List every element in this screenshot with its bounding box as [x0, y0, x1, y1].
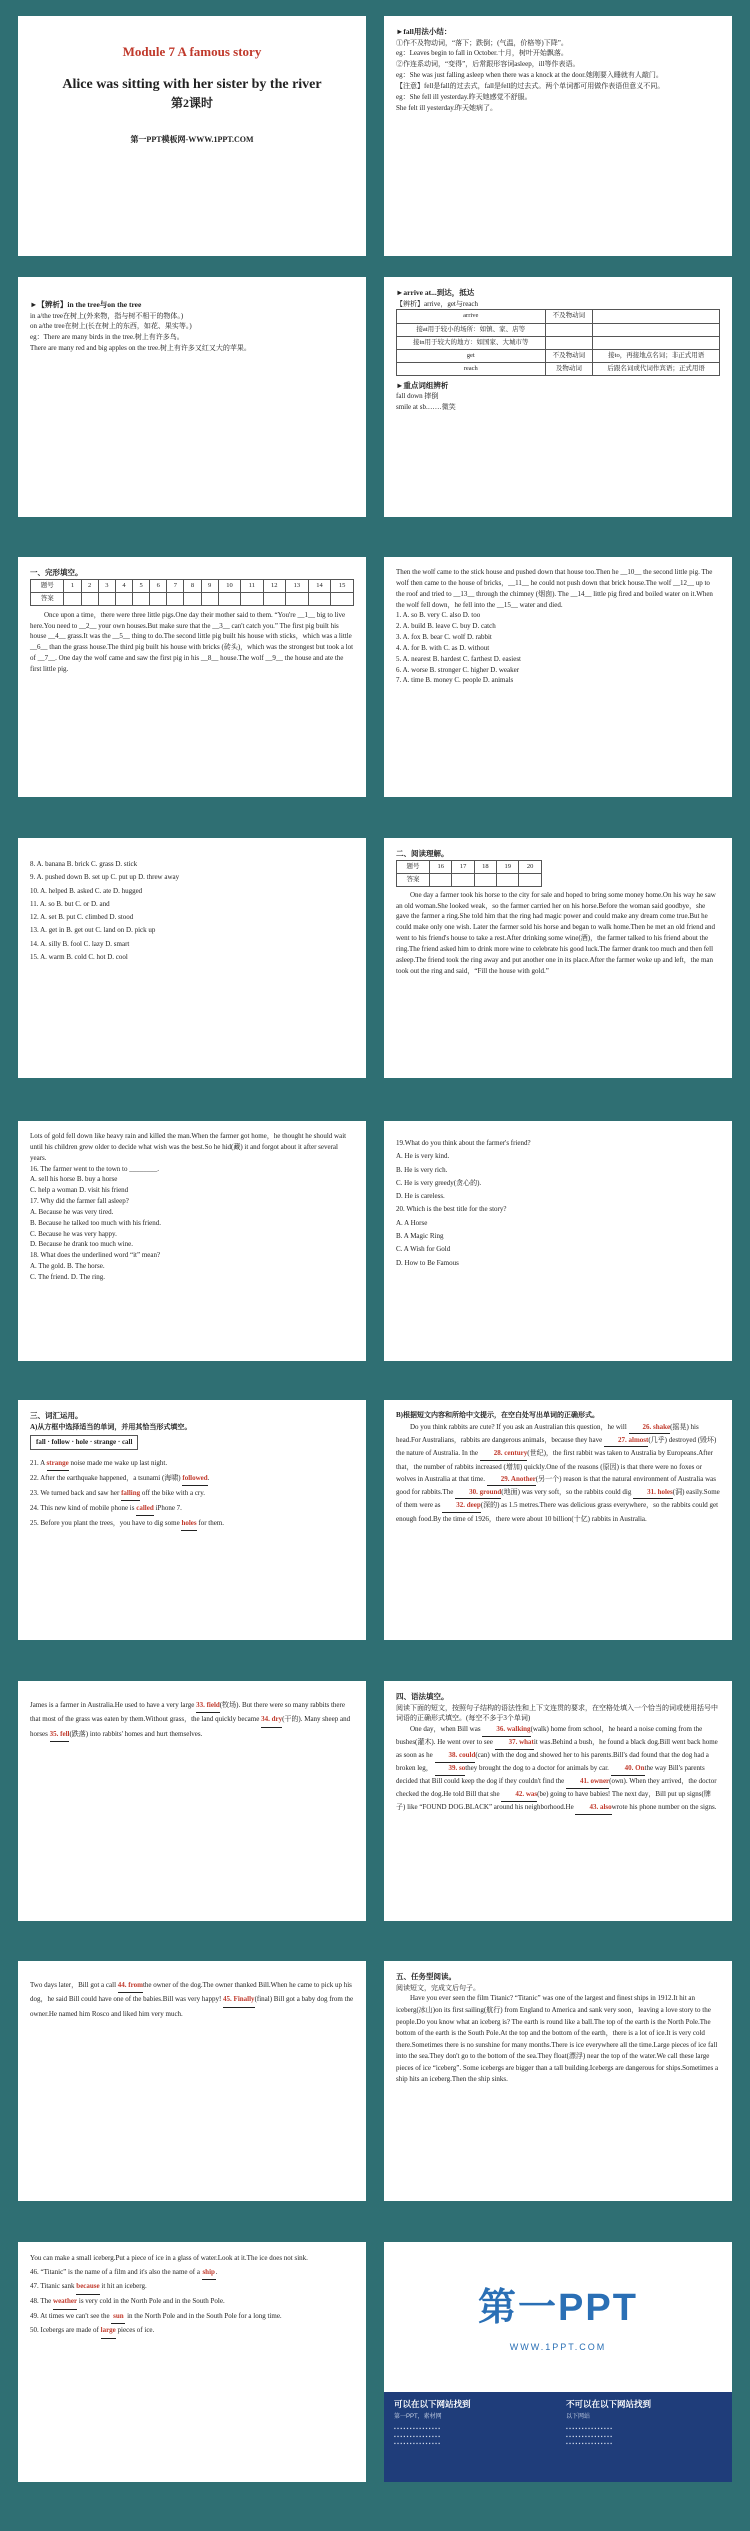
- answer-table: 题号 16 17 18 19 20 答案: [396, 860, 542, 887]
- slide-reading-1: [384, 838, 732, 1078]
- option: 3. A. fox B. bear C. wolf D. rabbit: [396, 633, 492, 642]
- option: C. A Wish for Gold: [396, 1245, 451, 1254]
- line: There are many red and big apples on the tree.树上有许多又红又大的苹果。: [30, 344, 251, 353]
- line: eg：She was just falling asleep when there was a knock at the door.她刚要入睡就有人敲门。: [396, 71, 663, 80]
- passage: You can make a small iceberg.Put a piece of ice in a glass of water.Look at it.The ice does not sink.: [30, 2254, 308, 2262]
- slide-task-questions: [18, 2242, 366, 2482]
- logo-text: 第一PPT: [478, 2286, 638, 2329]
- slide-in-on-tree: [18, 277, 366, 517]
- slide-cloze-1: [18, 557, 366, 797]
- question: 24. This new kind of mobile phone is called iPhone 7.: [30, 1501, 354, 1516]
- slide-task-reading: [384, 1961, 732, 2201]
- logo-url: WWW.1PPT.COM: [509, 2342, 607, 2353]
- slide-reading-2: [18, 1121, 366, 1361]
- question: 18. What does the underlined word “it” mean?: [30, 1251, 161, 1260]
- line: in a/the tree在树上(外来物，指与树不相干的物体。): [30, 311, 184, 320]
- phrase-head: ►重点词组辨析: [396, 380, 449, 390]
- option: D. He is careless.: [396, 1192, 445, 1201]
- option: 6. A. worse B. stronger C. higher D. weaker: [396, 665, 520, 674]
- option: D. How to Be Famous: [396, 1258, 459, 1267]
- passage: Have you ever seen the film Titanic? “Titanic” was one of the largest and finest ships in 1912.It hit an iceberg(冰山)on its first sailing(航行) from England to America and sank very soon，leaving a love story to the people.Do you know what an iceberg is? The earth is round like a ball.The top of the earth is the North Pole.The bottom of the earth is the South Pole.At the top and the bottom of the earth，there is a lot of ice.It is very cold there.Sometimes there is no sunshine for many months.There is ice everywhere all the time.Large pieces of ice fall into the sea.They don't go to the bottom of the sea.They float(漂浮) near the top of the water.We call these large pieces of ice “iceberg”. Some icebergs are bigger than a tall building.Icebergs are dangerous for ships.Sometimes a ship hits an iceberg.Then the ship sinks.: [396, 1994, 719, 2084]
- option: 14. A. silly B. fool C. lazy D. smart: [30, 939, 130, 948]
- option: A. Because he was very tired.: [30, 1207, 114, 1216]
- question: 47. Titanic sank because it hit an iceberg.: [30, 2280, 354, 2295]
- option: C. He is very greedy(贪心的).: [396, 1178, 482, 1187]
- question: 50. Icebergs are made of large pieces of ice.: [30, 2324, 354, 2339]
- option: 12. A. set B. put C. climbed D. stood: [30, 913, 134, 922]
- line: ①作不及物动词，“落下；跌倒；(气温，价格等)下降”。: [396, 38, 568, 47]
- question: 16. The farmer went to the town to ________.: [30, 1164, 159, 1173]
- word-box: fall · follow · hole · strange · call: [30, 1435, 138, 1450]
- option: 4. A. for B. with C. as D. without: [396, 643, 490, 652]
- line: eg：Leaves begin to fall in October.十月，树叶开始飘落。: [396, 49, 568, 58]
- option: B. A Magic Ring: [396, 1232, 444, 1241]
- subhead: A)从方框中选择适当的单词，并用其恰当形式填空。: [30, 1422, 192, 1431]
- right-heading: 不可以在以下网站找到: [566, 2399, 652, 2409]
- module-title: Module 7 A famous story: [122, 44, 262, 59]
- instructions: 阅读短文，完成文后句子。: [396, 1983, 480, 1992]
- section-head: 四、语法填空。: [396, 1692, 449, 1701]
- passage: Do you think rabbits are cute? If you ask an Australian this question，he will 26. shake(摇晃) his head.For Australians，rabbits are dangerous animals，because they have 27. almost(几乎) destroyed (毁坏) the nature of Australia. In the 28. century(世纪)，the first rabbit was taken to Australia by Europeans.After that，the number of rabbits increased (增加) quickly.One of the reasons (原因) is that there were no foxes or wolves in Australia at that time. 29. Another(另一个) reason is that the natural environment of Australia was good for rabbits.The 30. ground(地面) was very soft，so the rabbits could dig 31. holes(洞) easily.Some of them were as 32. deep(深的) as 1.5 metres.There was delicious grass everywhere，so the rabbits could get enough food.By the time of 1926，there were about 10 billion(十亿) rabbits in Australia.: [396, 1422, 720, 1523]
- slide-cover: [18, 16, 366, 256]
- line: eg：There are many birds in the tree.树上有许多鸟。: [30, 333, 184, 342]
- section-head: 一、完形填空。: [30, 568, 83, 577]
- slide-ending: [384, 2242, 732, 2482]
- line: ②作连系动词，“变得”，后常跟形容词asleep，ill等作表语。: [396, 60, 580, 69]
- section-head: 五、任务型阅读。: [396, 1972, 456, 1981]
- line: on a/the tree在树上(长在树上的东西，如花、果实等。): [30, 322, 192, 331]
- option: B. Because he talked too much with his friend.: [30, 1218, 162, 1227]
- slide-arrive: [384, 277, 732, 517]
- slide-grammar: [384, 1681, 732, 1921]
- passage: One day a farmer took his horse to the city for sale and hoped to bring some money home.On his way he saw an old woman.She looked weak，so the farmer carried her on his horse.Before the woman said goodbye，she gave the farmer a ring.She told him that the ring had magic power and could make any dream come true.But he could make only one wish. Later the farmer sold his horse and began to walk home.Then he met an old friend and went to his friend's house to take a rest.After drinking some wine(酒)，the farmer talked to his friend about the ring.The friend asked him to drink more wine to celebrate his good luck.The farmer drank too much and then fell asleep.The friend took the ring away and put another one in its place.After the farmer woke up and left，the man took out the ring and said，“Fill the house with gold.”: [396, 890, 716, 975]
- slide-cloze-options: [18, 838, 366, 1078]
- compare-table: arrive 不及物动词 接at用于较小的场所：如镇、家、店等 接in用于较大的地方：如国家、大城市等 get 不及物动词 接to，再接地点名词；非正式用语 reach 及物动词 后跟名词或代词作宾语；正式用语: [396, 309, 720, 375]
- section-head: 三、词汇运用。: [30, 1411, 83, 1420]
- slide-vocab-b-cont: James is a farmer in Australia.He used to have a very large 33. field(牧场). But there were so many rabbits there that most of the grass was eaten by them.Without grass，the land quickly became 34. dry(干的). Many sheep and horses 35. fell(跌落) into rabbits' homes and hurt themselves.: [18, 1681, 366, 1921]
- option: A. He is very kind.: [396, 1152, 450, 1161]
- slide-reading-3: [384, 1121, 732, 1361]
- option: C. The friend. D. The ring.: [30, 1272, 105, 1281]
- site-url: 第一PPT模板网-WWW.1PPT.COM: [130, 134, 254, 144]
- instructions: 阅读下面的短文，按照句子结构的语法性和上下文连贯的要求，在空格处填入一个恰当的词或使用括号中词语的正确形式填空。(每空不多于3个单词): [396, 1703, 718, 1723]
- left-heading: 可以在以下网站找到: [394, 2399, 471, 2409]
- lesson-number: 第2课时: [170, 96, 213, 111]
- option: 9. A. pushed down B. set up C. put up D. threw away: [30, 873, 180, 882]
- line: She felt ill yesterday.昨天她病了。: [396, 103, 498, 112]
- option: C. help a woman D. visit his friend: [30, 1186, 129, 1195]
- option: 11. A. so B. but C. or D. and: [30, 899, 110, 908]
- question: 22. After the earthquake happened，a tsunami (海啸) followed.: [30, 1471, 354, 1486]
- line: 【注意】fell是fall的过去式，fall是fell的过去式。两个单词都可用做作表语但意义不同。: [396, 82, 665, 90]
- question-list: [30, 1456, 354, 1531]
- slide-vocab-b: [384, 1400, 732, 1640]
- right-sub: 以下网站: [566, 2414, 591, 2421]
- option: B. He is very rich.: [396, 1165, 448, 1174]
- option: A. A Horse: [396, 1218, 428, 1227]
- subhead: 【辨析】arrive，get与reach: [396, 299, 479, 308]
- option: 2. A. build B. leave C. buy D. catch: [396, 622, 496, 631]
- question: 17. Why did the farmer fall asleep?: [30, 1197, 129, 1206]
- footer-bar: 可以在以下网站找到 第一PPT，素材网 ▪ ▪ ▪ ▪ ▪ ▪ ▪ ▪ ▪ ▪ ▪ ▪ ▪ ▪ ▪ ▪ ▪ ▪ ▪ ▪ ▪ ▪ ▪ ▪ ▪ ▪ ▪ ▪ ▪ ▪ ▪ ▪ ▪ ▪ ▪ ▪ ▪ ▪ ▪ ▪ ▪ ▪ ▪ ▪ ▪ 不可以在以下网站找到 以下网站 ▪ ▪ ▪ ▪ ▪ ▪ ▪ ▪ ▪ ▪ ▪ ▪ ▪ ▪ ▪ ▪ ▪ ▪ ▪ ▪ ▪ ▪ ▪ ▪ ▪ ▪ ▪ ▪ ▪ ▪ ▪ ▪ ▪ ▪ ▪ ▪ ▪ ▪ ▪ ▪ ▪ ▪ ▪ ▪ ▪: [384, 2392, 732, 2482]
- slide-grammar-cont: Two days later，Bill got a call 44. fromthe owner of the dog.The owner thanked Bill.When he came to pick up his dog，he said Bill could have one of the babies.Bill was very happy! 45. Finally(final) Bill got a baby dog from the owner.He named him Rosco and liked him very much.: [18, 1961, 366, 2201]
- logo: [384, 2242, 732, 2392]
- option: 13. A. get in B. get out C. land on D. pick up: [30, 926, 156, 935]
- slide-cloze-2: [384, 557, 732, 797]
- option: A. The gold. B. The horse.: [30, 1262, 105, 1271]
- left-sub: 第一PPT，素材网: [394, 2414, 442, 2421]
- subhead: B)根据短文内容和所给中文提示，在空白处写出单词的正确形式。: [396, 1411, 599, 1419]
- option: A. sell his horse B. buy a horse: [30, 1175, 118, 1184]
- question: 19.What do you think about the farmer's friend?: [396, 1139, 531, 1147]
- question: 49. At times we can't see the sun in the North Pole and in the South Pole for a long time.: [30, 2310, 354, 2325]
- passage: Then the wolf came to the stick house and pushed down that house too.Then he __10__ the second little pig. The wolf then came to the house of bricks，__11__ he could not push down that brick house.The wolf __12__ up to the roof and tried to __13__ through the chimney (烟囱). The __14__ little pig fired and boiled water on it.When the wolf fell down，he fell into the __15__ water and died.: [396, 568, 713, 609]
- slide-vocab-a: [18, 1400, 366, 1640]
- option: 1. A. so B. very C. also D. too: [396, 611, 481, 620]
- phrase: smile at sb.……微笑: [396, 403, 456, 412]
- question: 21. A strange noise made me wake up last night.: [30, 1456, 354, 1471]
- passage: One day，when Bill was 36. walking(walk) home from school，he heard a noise coming from the bushes(灌木). He went over to see 37. whatit was.Behind a bush，he found a black dog.Bill went back home as soon as he 38. could(can) with the dog and showed her to his parents.Bill's dad found that the dog had a broken leg， 39. sothey brought the dog to a doctor for animals by car. 40. Onthe way Bill's parents decided that Bill could keep the dog if they couldn't find the 41. owner(own). When they arrived，the doctor checked the dog.He told Bill that she 42. was(be) going to have babies! The next day，Bill put up signs(牌子) like “FOUND DOG.BLACK” around his neighborhood.He 43. alsowrote his phone number on the signs.: [396, 1724, 720, 1814]
- option: 5. A. nearest B. hardest C. farthest D. easiest: [396, 654, 521, 663]
- question: 20. Which is the best title for the story?: [396, 1205, 507, 1214]
- option: C. Because he was very happy.: [30, 1229, 117, 1238]
- section-head: ►【辨析】in the tree与on the tree: [30, 300, 142, 309]
- section-head: 二、阅读理解。: [396, 849, 449, 858]
- answer-table: 题号 1 2 3 4 5 6 7 8 9 10 11 12 13 14 15 答案: [30, 579, 354, 606]
- section-head: ►fall用法小结：: [396, 27, 452, 36]
- question: 23. We turned back and saw her falling off the bike with a cry.: [30, 1486, 354, 1501]
- option: D. Because he drank too much wine.: [30, 1240, 134, 1249]
- phrase: fall down 摔倒: [396, 392, 439, 401]
- question: 46. “Titanic” is the name of a film and it's also the name of a ship.: [30, 2266, 354, 2281]
- question: 48. The weather is very cold in the North Pole and in the South Pole.: [30, 2295, 354, 2310]
- question: 25. Before you plant the trees，you have to dig some holes for them.: [30, 1516, 354, 1531]
- option: 10. A. helped B. asked C. ate D. hugged: [30, 886, 143, 895]
- passage: Once upon a time，there were three little pigs.One day their mother said to them. “You're __1__ big to live here.You need to __2__ your own houses.But make sure that the __3__ can't catch you.” The first pig built his house __4__ grass.It was the __5__ thing to do.The second little pig built his house with sticks，which was a little __6__ than the grass house.The third pig built his house with bricks (砖头)，which was the strongest but took a lot of __7__. One day the wolf came and saw the first pig in his __8__ house.The wolf __9__ the house and ate the first little pig.: [30, 610, 354, 673]
- option: 7. A. time B. money C. people D. animals: [396, 676, 514, 685]
- lesson-title: Alice was sitting with her sister by the river: [62, 77, 322, 93]
- section-head: ►arrive at...到达，抵达: [396, 288, 475, 297]
- passage: Lots of gold fell down like heavy rain and killed the man.When the farmer got home，he thought he should wait until his children grew older to decide what wish was the best.So he hid(藏) it and forgot about it after several years.: [30, 1132, 347, 1162]
- option: 15. A. warm B. cold C. hot D. cool: [30, 953, 128, 962]
- slide-fall-usage: [384, 16, 732, 256]
- option: 8. A. banana B. brick C. grass D. stick: [30, 860, 138, 868]
- line: eg：She fell ill yesterday.昨天她感觉不舒服。: [396, 92, 532, 101]
